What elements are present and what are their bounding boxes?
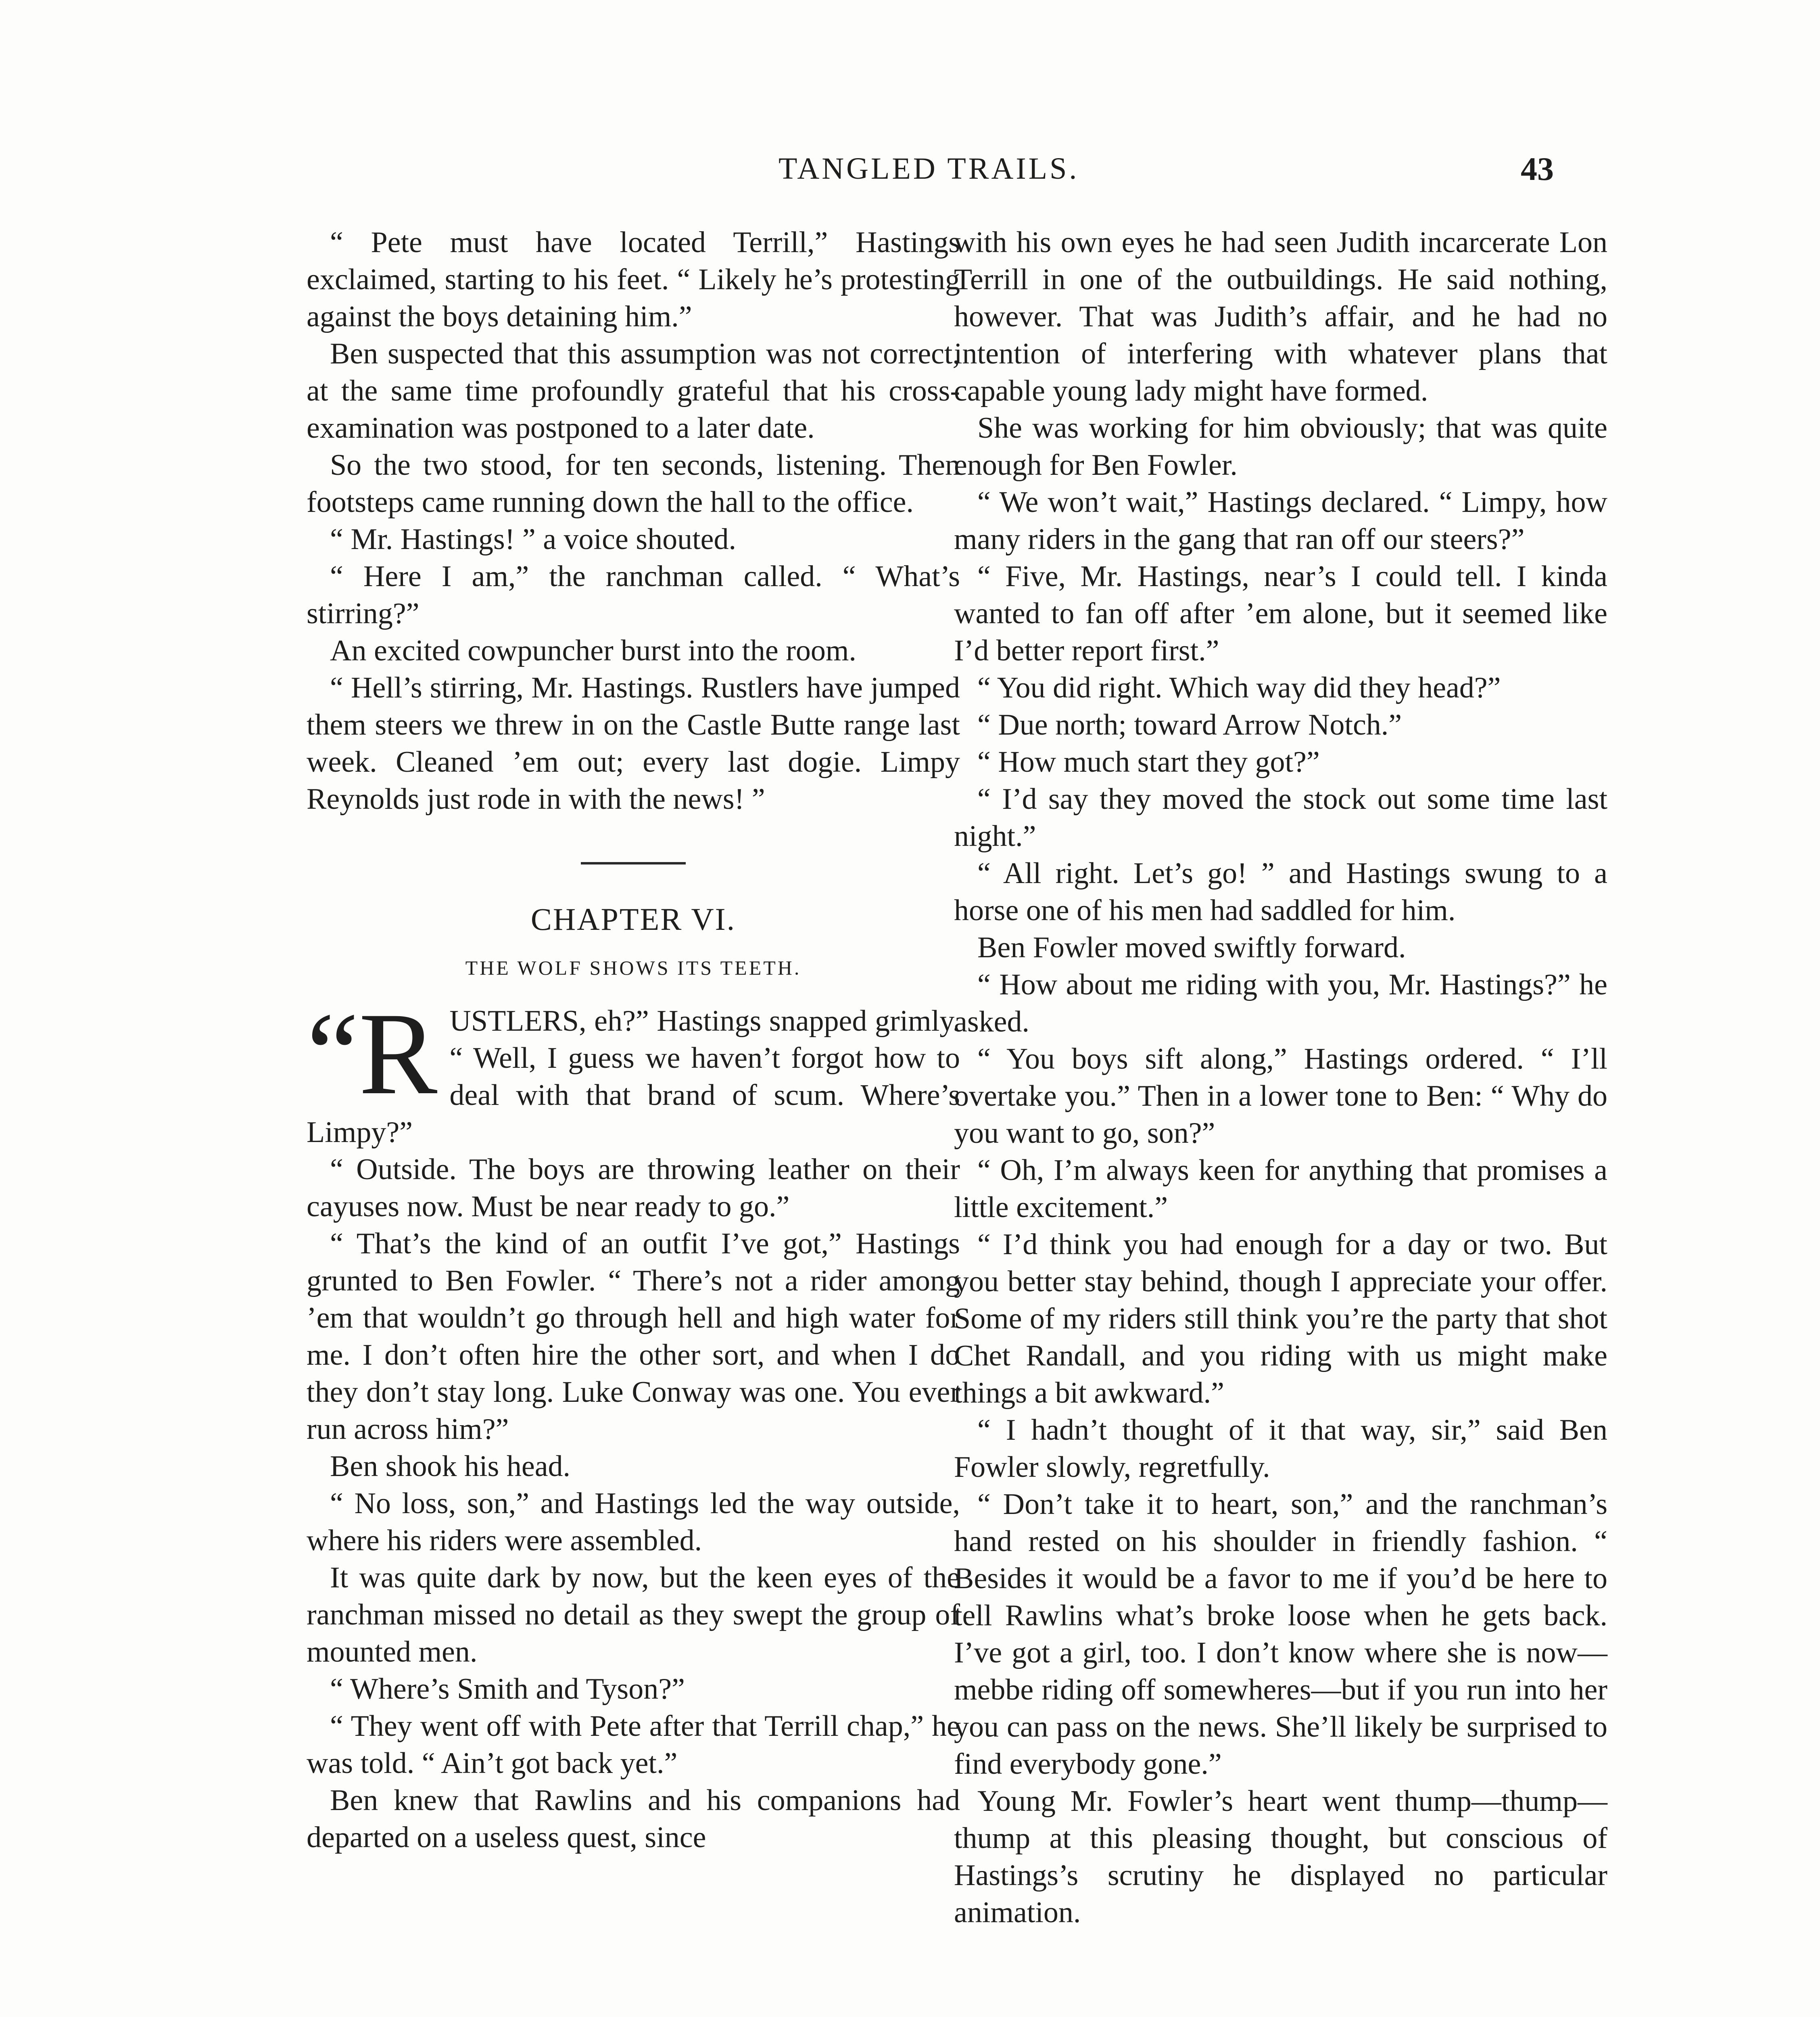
running-head-title: TANGLED TRAILS.: [779, 152, 1079, 186]
paragraph: “ Mr. Hastings! ” a voice shouted.: [330, 523, 736, 556]
drop-cap-letter: R: [359, 989, 438, 1119]
paragraph: “ How much start they got?”: [977, 745, 1320, 779]
paragraph: “ I’d say they moved the stock out some time last night.”: [954, 783, 1607, 853]
paragraph: “ No loss, son,” and Hastings led the way outside, where his riders were assembled.: [307, 1487, 960, 1557]
paragraph: Ben Fowler moved swiftly forward.: [977, 931, 1406, 964]
paragraph: “ How about me riding with you, Mr. Hastings?” he asked.: [954, 968, 1607, 1038]
paragraph: “ You did right. Which way did they head?”: [977, 671, 1501, 704]
left-text-column: [307, 224, 960, 1856]
paragraph: “ Don’t take it to heart, son,” and the ranchman’s hand rested on his shoulder in friendly fashion. “ Besides it would be a favor to me if you’d be here to tell Rawlins what’s broke loose when he gets back. I’ve got a girl, too. I don’t know where she is now—mebbe riding off somewheres—but if you run into her you can pass on the news. She’ll likely be surprised to find everybody gone.”: [954, 1488, 1607, 1781]
paragraph: “ Where’s Smith and Tyson?”: [330, 1672, 685, 1706]
chapter-title: CHAPTER VI.: [530, 902, 736, 937]
paragraph: It was quite dark by now, but the keen eyes of the ranchman missed no detail as they swept the group of mounted men.: [307, 1561, 960, 1668]
paragraph: Ben shook his head.: [330, 1450, 571, 1483]
paragraph: “ That’s the kind of an outfit I’ve got,” Hastings grunted to Ben Fowler. “ There’s not a rider among ’em that wouldn’t go through hell and high water for me. I don’t often hire the other sort, and when I do they don’t stay long. Luke Conway was one. You ever run across him?”: [307, 1227, 960, 1446]
drop-cap: [307, 989, 438, 1119]
paragraph: “ Outside. The boys are throwing leather on their cayuses now. Must be near ready to go.”: [307, 1153, 960, 1223]
paragraph: “ You boys sift along,” Hastings ordered. “ I’ll overtake you.” Then in a lower tone to Ben: “ Why do you want to go, son?”: [954, 1042, 1607, 1150]
section-divider-rule: [581, 862, 686, 864]
paragraph: “ I’d think you had enough for a day or two. But you better stay behind, though I appreciate your offer. Some of my riders still think you’re the party that shot Chet Randall, and you riding with us might make things a bit awkward.”: [954, 1228, 1607, 1409]
paragraph: “ All right. Let’s go! ” and Hastings swung to a horse one of his men had saddled for him.: [954, 857, 1607, 927]
paragraph: “ Pete must have located Terrill,” Hastings exclaimed, starting to his feet. “ Likely he’s protesting against the boys detaining him.”: [307, 226, 960, 333]
paragraph: “ Oh, I’m always keen for anything that promises a little excitement.”: [954, 1154, 1607, 1224]
paragraph: So the two stood, for ten seconds, listening. Then footsteps came running down the hall to the office.: [307, 449, 960, 519]
chapter-subtitle: THE WOLF SHOWS ITS TEETH.: [465, 956, 801, 979]
paragraph: Ben suspected that this assumption was not correct, at the same time profoundly grateful that his cross-examination was postponed to a later date.: [307, 337, 960, 445]
paragraph: Young Mr. Fowler’s heart went thump—thump—thump at this pleasing thought, but conscious of Hastings’s scrutiny he displayed no particular animation.: [954, 1785, 1607, 1929]
drop-cap-quote: “: [307, 989, 359, 1119]
paragraph: “ I hadn’t thought of it that way, sir,” said Ben Fowler slowly, regretfully.: [954, 1414, 1607, 1484]
paragraph: “ Hell’s stirring, Mr. Hastings. Rustlers have jumped them steers we threw in on the Castle Butte range last week. Cleaned ’em out; every last dogie. Limpy Reynolds just rode in with the news! ”: [307, 671, 960, 816]
page-number: 43: [1521, 150, 1554, 187]
paragraph: “ They went off with Pete after that Terrill chap,” he was told. “ Ain’t got back yet.”: [307, 1710, 960, 1780]
paragraph: “ Here I am,” the ranchman called. “ What’s stirring?”: [307, 560, 960, 630]
paragraph: She was working for him obviously; that was quite enough for Ben Fowler.: [954, 411, 1607, 482]
paragraph: “ Five, Mr. Hastings, near’s I could tell. I kinda wanted to fan off after ’em alone, but it seemed like I’d better report first.”: [954, 560, 1607, 667]
chapter-opening-paragraph: [307, 989, 960, 1151]
paragraph: “ We won’t wait,” Hastings declared. “ Limpy, how many riders in the gang that ran off our steers?”: [954, 486, 1607, 556]
paragraph: “ Due north; toward Arrow Notch.”: [977, 708, 1402, 741]
paragraph: Ben knew that Rawlins and his companions had departed on a useless quest, since: [307, 1784, 960, 1854]
paragraph-continued: with his own eyes he had seen Judith incarcerate Lon Terrill in one of the outbuildings. He said nothing, however. That was Judith’s affair, and he had no intention of interfering with whatever plans that capable young lady might have formed.: [954, 226, 1607, 407]
opening-paragraph-text: USTLERS, eh?” Hastings snapped grimly. “ Well, I guess we haven’t forgot how to deal with that brand of scum. Where’s Limpy?”: [307, 1004, 960, 1149]
right-text-column: [954, 224, 1607, 1931]
paragraph: An excited cowpuncher burst into the room.: [330, 634, 856, 667]
